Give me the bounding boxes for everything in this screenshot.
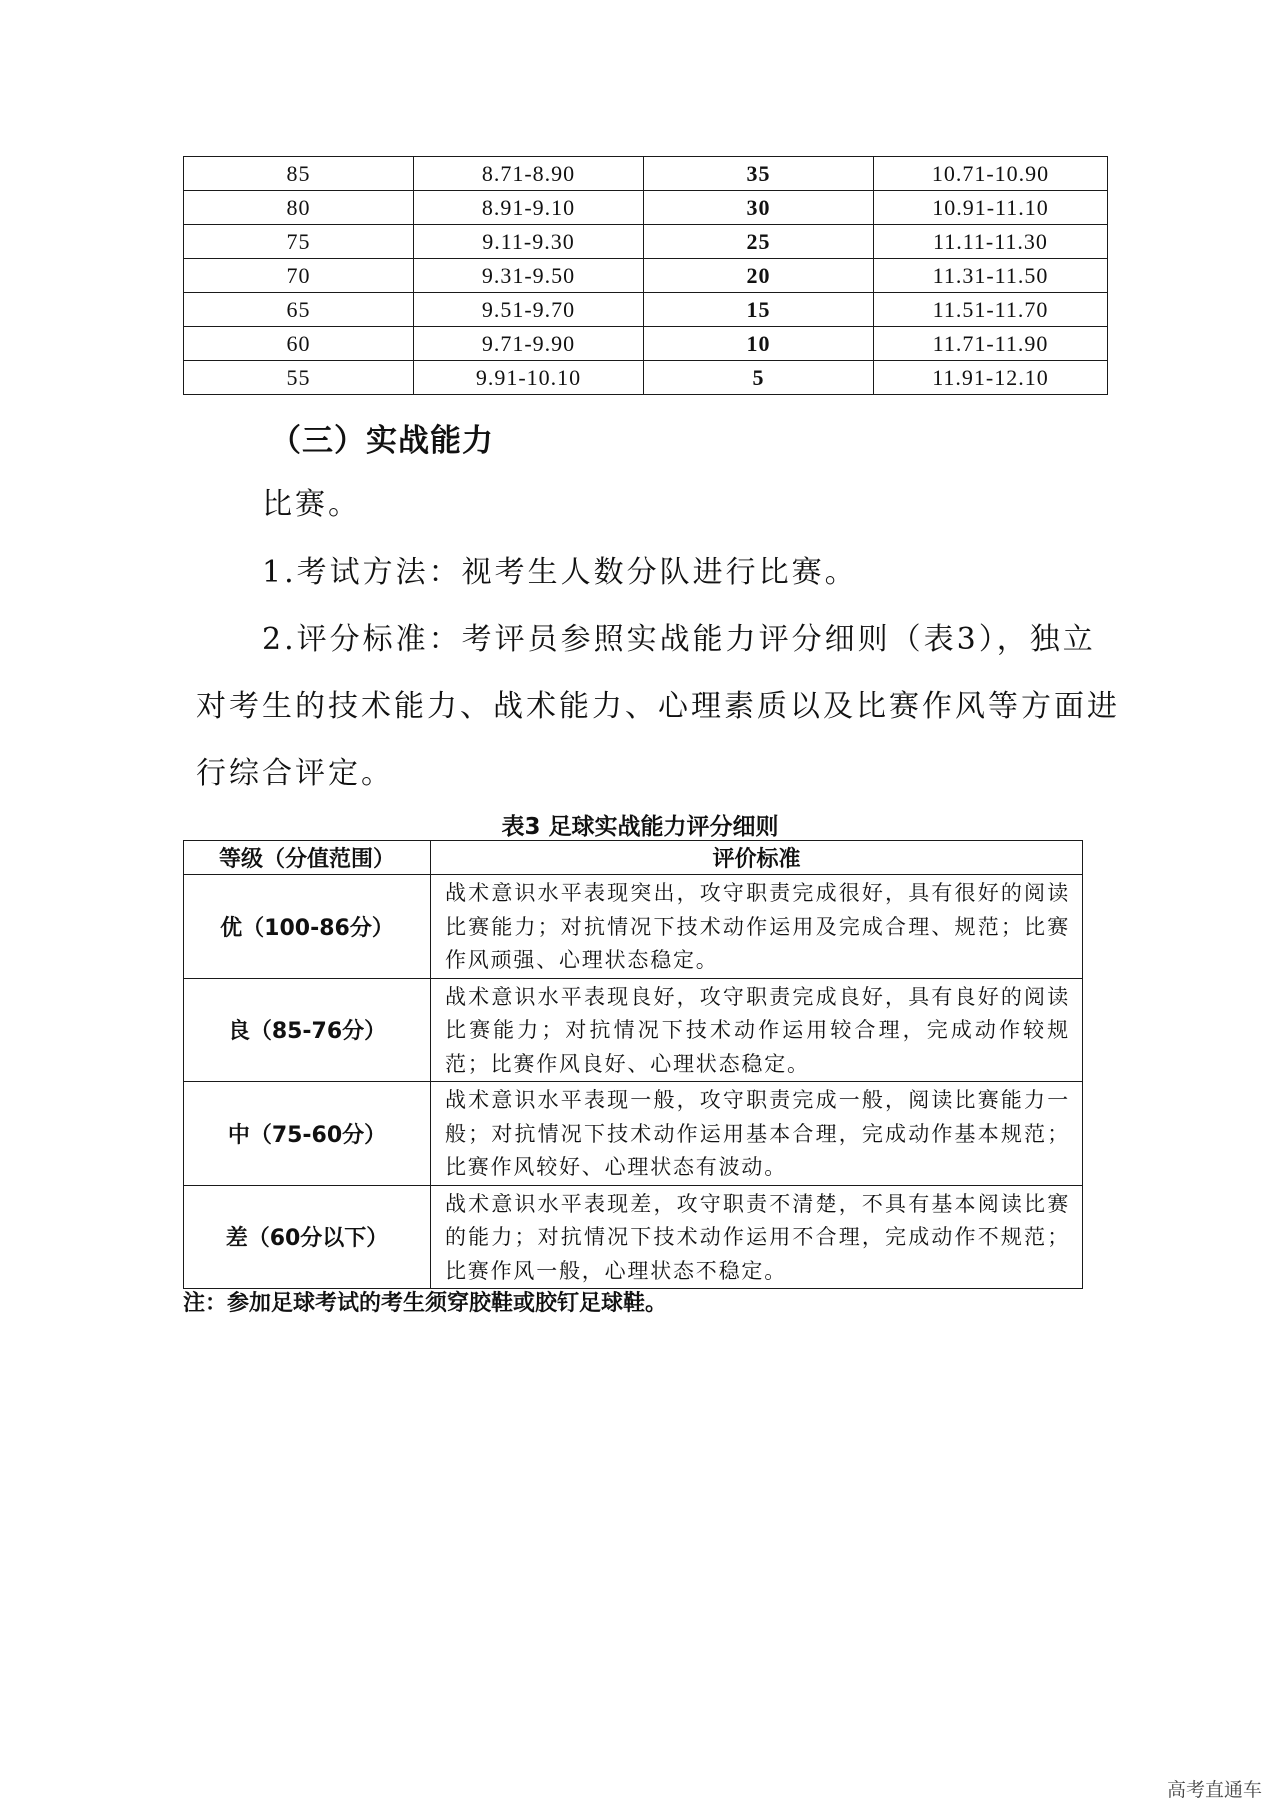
- score-cell: 75: [184, 225, 414, 259]
- time-range-cell: 9.91-10.10: [414, 361, 644, 395]
- table-row: [184, 875, 1083, 979]
- table-row: [184, 157, 1108, 191]
- time-range-cell: 9.71-9.90: [414, 327, 644, 361]
- time-range-cell: 9.31-9.50: [414, 259, 644, 293]
- time-range-cell: 11.51-11.70: [874, 293, 1108, 327]
- score-cell: 55: [184, 361, 414, 395]
- score-cell: 35: [644, 157, 874, 191]
- criteria-line-1: 2.评分标准：考评员参照实战能力评分细则（表3），独立: [262, 622, 1096, 657]
- time-range-cell: 11.11-11.30: [874, 225, 1108, 259]
- grade-cell: 良（85-76分）: [184, 978, 431, 1082]
- table-row: [184, 225, 1108, 259]
- watermark-text: 高考直通车: [1166, 1779, 1262, 1801]
- score-cell: 85: [184, 157, 414, 191]
- table-note: 注：参加足球考试的考生须穿胶鞋或胶钉足球鞋。: [183, 1291, 668, 1316]
- table-row: [184, 259, 1108, 293]
- table-row: [184, 361, 1108, 395]
- criteria-line-3: 行综合评定。: [196, 756, 394, 791]
- score-cell: 80: [184, 191, 414, 225]
- header-grade: 等级（分值范围）: [184, 841, 431, 875]
- score-table: [183, 156, 1108, 395]
- score-cell: 65: [184, 293, 414, 327]
- time-range-cell: 11.71-11.90: [874, 327, 1108, 361]
- time-range-cell: 9.11-9.30: [414, 225, 644, 259]
- table-row: [184, 191, 1108, 225]
- time-range-cell: 11.91-12.10: [874, 361, 1108, 395]
- table-row: [184, 1185, 1083, 1289]
- score-cell: 60: [184, 327, 414, 361]
- evaluation-table: [183, 840, 1083, 1289]
- score-cell: 30: [644, 191, 874, 225]
- time-range-cell: 9.51-9.70: [414, 293, 644, 327]
- table-caption: 表3 足球实战能力评分细则: [501, 814, 779, 840]
- score-cell: 25: [644, 225, 874, 259]
- grade-cell: 差（60分以下）: [184, 1185, 431, 1289]
- table-row: [184, 978, 1083, 1082]
- criteria-cell: 战术意识水平表现差，攻守职责不清楚，不具有基本阅读比赛的能力；对抗情况下技术动作运用不合理，完成动作不规范；比赛作风一般，心理状态不稳定。: [431, 1185, 1083, 1289]
- criteria-cell: 战术意识水平表现突出，攻守职责完成很好，具有很好的阅读比赛能力；对抗情况下技术动作运用及完成合理、规范；比赛作风顽强、心理状态稳定。: [431, 875, 1083, 979]
- time-range-cell: 8.71-8.90: [414, 157, 644, 191]
- grade-cell: 优（100-86分）: [184, 875, 431, 979]
- score-cell: 20: [644, 259, 874, 293]
- header-criteria: 评价标准: [431, 841, 1083, 875]
- time-range-cell: 11.31-11.50: [874, 259, 1108, 293]
- grade-cell: 中（75-60分）: [184, 1082, 431, 1186]
- table-row: [184, 327, 1108, 361]
- table-header-row: [184, 841, 1083, 875]
- score-cell: 5: [644, 361, 874, 395]
- time-range-cell: 10.91-11.10: [874, 191, 1108, 225]
- time-range-cell: 8.91-9.10: [414, 191, 644, 225]
- criteria-line-2: 对考生的技术能力、战术能力、心理素质以及比赛作风等方面进: [196, 689, 1120, 724]
- time-range-cell: 10.71-10.90: [874, 157, 1108, 191]
- section-intro: 比赛。: [262, 487, 361, 522]
- score-cell: 10: [644, 327, 874, 361]
- table-row: [184, 293, 1108, 327]
- criteria-cell: 战术意识水平表现良好，攻守职责完成良好，具有良好的阅读比赛能力；对抗情况下技术动作运用较合理，完成动作较规范；比赛作风良好、心理状态稳定。: [431, 978, 1083, 1082]
- table-row: [184, 1082, 1083, 1186]
- criteria-cell: 战术意识水平表现一般，攻守职责完成一般，阅读比赛能力一般；对抗情况下技术动作运用基本合理，完成动作基本规范；比赛作风较好、心理状态有波动。: [431, 1082, 1083, 1186]
- exam-method: 1.考试方法：视考生人数分队进行比赛。: [262, 555, 858, 590]
- score-cell: 70: [184, 259, 414, 293]
- score-cell: 15: [644, 293, 874, 327]
- section-heading: （三）实战能力: [270, 423, 494, 459]
